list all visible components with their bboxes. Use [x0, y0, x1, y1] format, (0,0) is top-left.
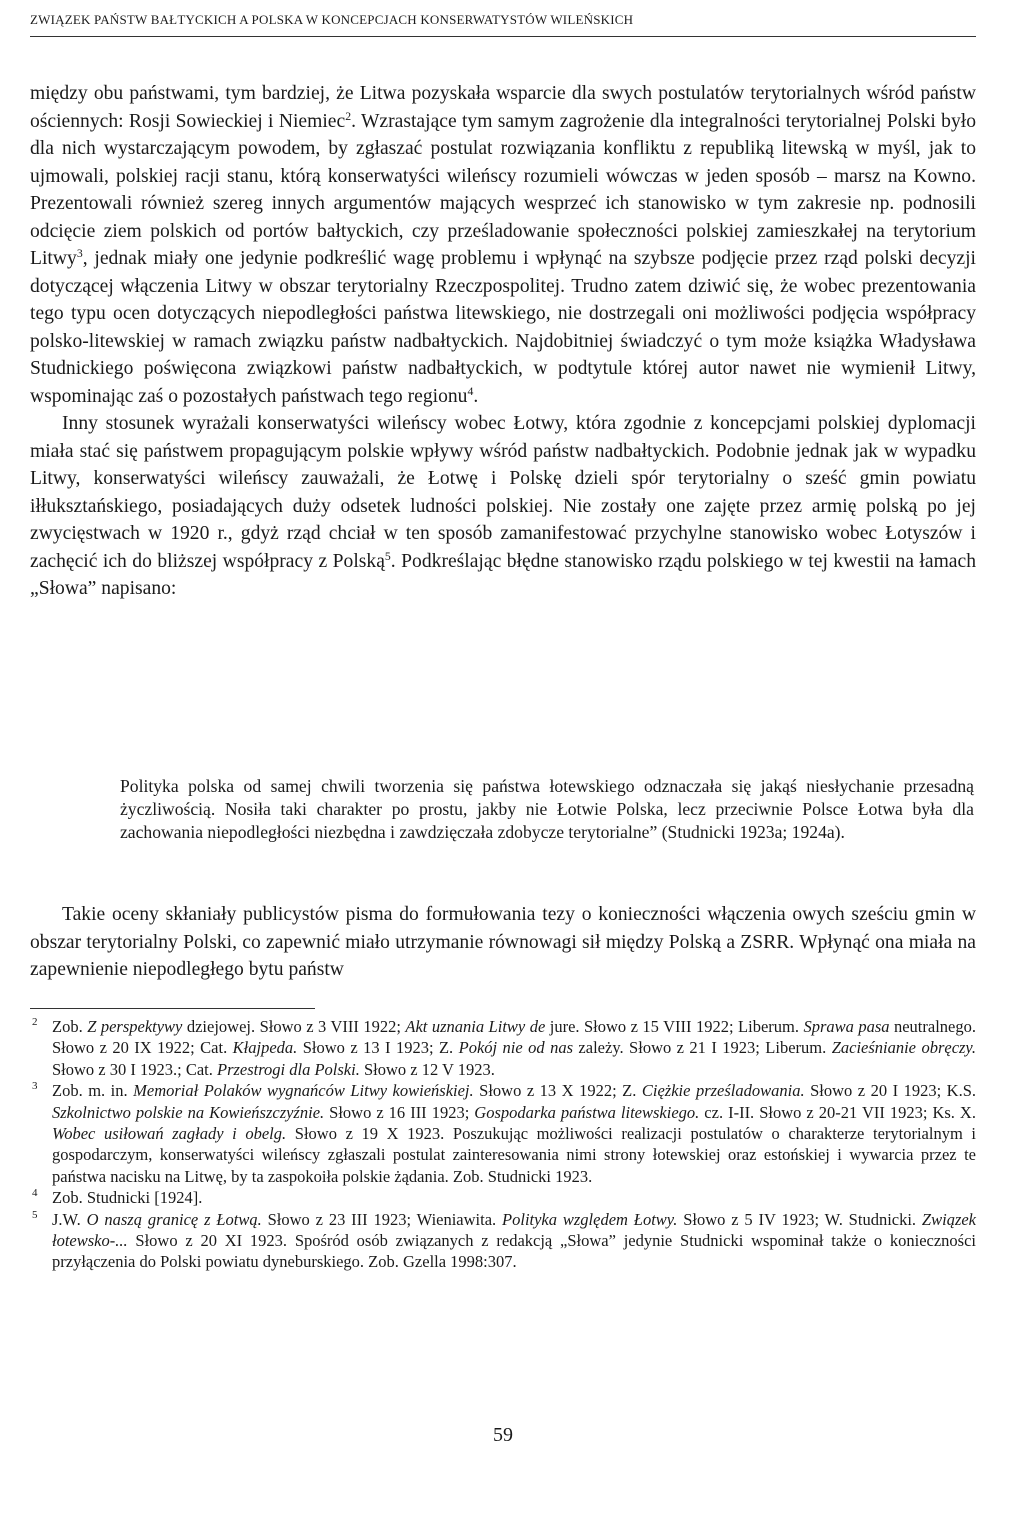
footnote-ref-4[interactable]: 4: [467, 384, 474, 398]
main-text: [30, 80, 976, 603]
footnote-ref-2[interactable]: 2: [345, 109, 352, 123]
paragraph-2: Inny stosunek wyrażali konserwatyści wileńscy wobec Łotwy, która zgodnie z koncepcjami polskiej dyplomacji miała stać się państwem propagującym polskie wpływy wśród państw nadbałtyckich. Podobnie jednak jak w wypadku Litwy, konserwatyści wileńscy zauważali, że Łotwę i Polskę dzieli spór terytorialny o sześć gmin powiatu iłłuksztańskiego, posiadających duży odsetek ludności polskiej. Nie zostały one zajęte przez armię polską po jej zwycięstwach w 1920 r., gdyż rząd chciał w ten sposób zamanifestować przychylne stanowisko wobec Łotyszów i zachęcić ich do bliższej współpracy z Polską$^5$. Podkreślając błędne stanowisko rządu polskiego w tej kwestii na łamach „Słowa” napisano:: [30, 413, 977, 599]
footnote-4: 4 Zob. Studnicki [1924].: [30, 1187, 976, 1208]
page-number: 59: [493, 1424, 513, 1446]
footnote-rule: [30, 1008, 315, 1009]
footnote-number: 3: [32, 1080, 38, 1093]
footnote-number: 5: [32, 1208, 38, 1221]
footnote-5: 5 J.W. O naszą granicę z Łotwą. Słowo z 23 III 1923; Wieniawita. Polityka względem Łotwy. Słowo z 5 IV 1923; W. Studnicki. Związek łotewsko-... Słowo z 20 XI 1923. Spośród osób związanych z redakcją „Słowa” jedynie Studnicki wspominał także o konieczności przyłączenia do Polski powiatu dyneburskiego. Zob. Gzella 1998:307.: [30, 1209, 976, 1273]
footnote-ref-3[interactable]: 3: [76, 246, 83, 260]
main-text-continued: [30, 901, 976, 984]
block-quote: Polityka polska od samej chwili tworzenia się państwa łotewskiego odznaczała się jakąś niesłychanie przesadną życzliwością. Nosiła taki charakter po prostu, jakby nie Łotwie Polska, lecz przeciwnie Polsce Łotwa była dla zachowania niepodległości niezbędna i zawdzięczała zdobycze terytorialne” (Studnicki 1923a; 1924a).: [120, 776, 974, 842]
footnote-3: 3 Zob. m. in. Memoriał Polaków wygnańców Litwy kowieńskiej. Słowo z 13 X 1922; Z. Ciężkie prześladowania. Słowo z 20 I 1923; K.S. Szkolnictwo polskie na Kowieńszczyźnie. Słowo z 16 III 1923; Gospodarka państwa litewskiego. cz. I-II. Słowo z 20-21 VII 1923; Ks. X. Wobec usiłowań zagłady i obelg. Słowo z 19 X 1923. Poszukując możliwości realizacji postulatów o charakterze terytorialnym i gospodarczym, konserwatyści wileńscy zgłaszali postulat zainteresowania nimi strony łotewskiej oraz estońskiej i wywarcia przez te państwa nacisku na Litwę, by ta zaspokoiła polskie żądania. Zob. Studnicki 1923.: [30, 1080, 976, 1187]
header-rule: [30, 36, 976, 37]
paragraph-3: Takie oceny skłaniały publicystów pisma do formułowania tezy o konieczności włączenia owych sześciu gmin w obszar terytorialny Polski, co zapewnić miało utrzymanie równowagi sił między Polską a ZSRR. Wpłynąć ona miała na zapewnienie niepodległego bytu państw: [30, 904, 976, 980]
footnotes: [30, 1016, 976, 1273]
footnote-number: 4: [32, 1187, 38, 1200]
footnote-number: 2: [32, 1016, 38, 1028]
footnote-2: 2 Zob. Z perspektywy dziejowej. Słowo z 3 VIII 1922; Akt uznania Litwy de jure. Słowo z 15 VIII 1922; Liberum. Sprawa pasa neutralnego. Słowo z 20 IX 1922; Cat. Kłajpeda. Słowo z 13 I 1923; Z. Pokój nie od nas zależy. Słowo z 21 I 1923; Liberum. Zacieśnianie obręczy. Słowo z 30 I 1923.; Cat. Przestrogi dla Polski. Słowo z 12 V 1923.: [30, 1016, 976, 1080]
running-header: ZWIĄZEK PAŃSTW BAŁTYCKICH A POLSKA W KONCEPCJACH KONSERWATYSTÓW WILEŃSKICH: [30, 12, 634, 27]
paragraph-1: między obu państwami, tym bardziej, że Litwa pozyskała wsparcie dla swych postulatów terytorialnych wśród państw ościennych: Rosji Sowieckiej i Niemiec$^2$. Wzrastające tym samym zagrożenie dla integralności terytorialnej Polski było dla nich wystarczającym powodem, by zgłaszać postulat rozwiązania konfliktu z republiką litewską w myśl, jak to ujmowali, polskiej racji stanu, którą konserwatyści wileńscy rozumieli wówczas w jeden sposób – marsz na Kowno. Prezentowali również szereg innych argumentów mających wesprzeć ich stanowisko w tym zakresie np. podnosili odcięcie ziem polskich od portów bałtyckich, czy prześladowanie społeczności polskiej zamieszkałej na terytorium Litwy$^3$, jednak miały one jedynie podkreślić wagę problemu i wpłynąć na szybsze podjęcie przez rząd polski decyzji dotyczącej włączenia Litwy w obszar terytorialny Rzeczpospolitej. Trudno zatem dziwić się, że wobec prezentowania tego typu ocen dotyczących niepodległości państwa litewskiego, nie dostrzegali oni możliwości podjęcia współpracy polsko-litewskiej w ramach związku państw nadbałtyckich. Najdobitniej świadczyć o tym może książka Władysława Studnickiego poświęcona związkowi państw nadbałtyckich, w podtytule której autor nawet nie wymienił Litwy, wspominając zaś o pozostałych państwach tego regionu$^4$.: [30, 83, 976, 407]
footnote-ref-5[interactable]: 5: [384, 549, 391, 563]
